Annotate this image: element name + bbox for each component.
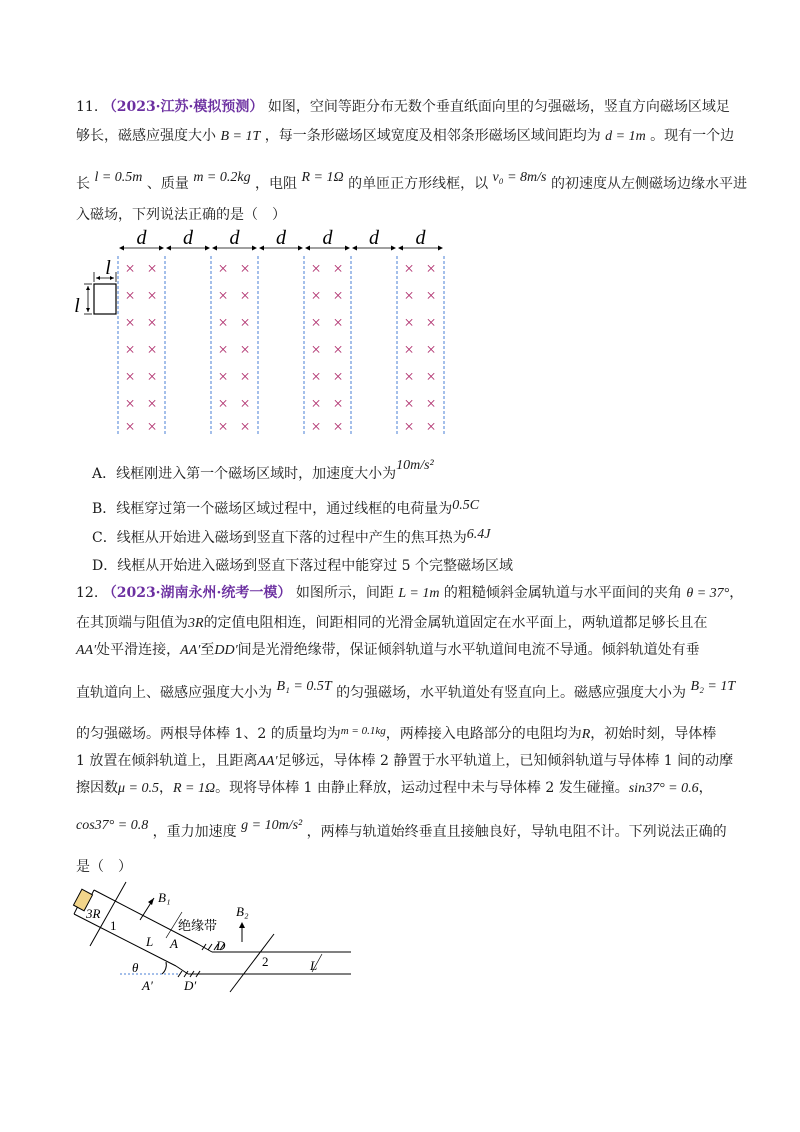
rod1-label: 1 [110,918,117,933]
q11-line-4: 入磁场，下列说法正确的是（ ） [76,207,286,223]
width-label-d: d [183,228,193,249]
field-cross-mark: × [333,417,343,436]
width-label-d: d [369,228,379,249]
field-cross-mark: × [218,367,228,386]
field-cross-mark: × [404,286,414,305]
field-cross-mark: × [125,367,135,386]
q12-number: 12. [76,585,99,601]
width-dimension-arrow [259,228,303,251]
point-A: A [170,936,178,951]
field-cross-mark: × [404,394,414,413]
q11-line-3: 长 l = 0.5m 、质量 m = 0.2kg ，电阻 R = 1Ω 的单匝正方形线框，以 v₀ = 8m/s 的初速度从左侧磁场边缘水平进 [76,170,747,192]
L-label-incline: L [146,934,154,949]
q11-magnetic-field-figure [70,228,460,443]
field-cross-mark: × [218,259,228,278]
field-cross-mark: × [333,286,343,305]
width-dimension-arrow [166,228,210,251]
q11-line-2: 够长，磁感应强度大小 B = 1T ，每一条形磁场区域宽度及相邻条形磁场区域间距均为 d = 1m 。现有一个边 [76,128,735,144]
field-cross-mark: × [240,417,250,436]
loop-side-label-top: l [105,257,111,279]
field-cross-mark: × [125,340,135,359]
field-cross-mark: × [333,313,343,332]
field-cross-mark: × [311,417,321,436]
field-cross-mark: × [125,394,135,413]
point-D: D [216,938,226,953]
field-cross-mark: × [311,394,321,413]
field-cross-mark: × [426,394,436,413]
formula-R: R = 1Ω [301,170,344,185]
field-cross-mark: × [125,417,135,436]
width-dimension-arrow [119,228,164,251]
field-cross-mark: × [404,259,414,278]
b1-label: B₁ [158,890,171,905]
q12-line-5: 的匀强磁场。两根导体棒 1、2 的质量均为$^{m = 0.1kg}$，两棒接入电路部分的电阻均为R，初始时刻，导体棒 [76,725,717,742]
field-cross-mark: × [311,313,321,332]
width-label-d: d [322,228,333,249]
field-cross-mark: × [147,367,157,386]
width-label-d: d [136,228,147,249]
field-cross-mark: × [125,313,135,332]
q11-number: 11. [76,99,99,115]
b2-label: B₂ [236,904,249,919]
field-cross-mark: × [218,417,228,436]
q12-line-6: 1 放置在倾斜轨道上，且距离AA′足够远，导体棒 2 静置于水平轨道上，已知倾斜轨道与导体棒 1 间的动摩 [76,753,734,769]
field-cross-mark: × [426,259,436,278]
L-label-horizontal: L [310,958,318,973]
q12-line-2: 在其顶端与阻值为3R的定值电阻相连，间距相同的光滑金属轨道固定在水平面上，两轨道都足够长且在 [76,615,708,631]
field-cross-mark: × [125,286,135,305]
field-cross-mark: × [333,259,343,278]
point-D-prime: D′ [184,978,197,993]
q11-option-a[interactable]: A．线框刚进入第一个磁场区域时，加速度大小为10m/s² [92,458,434,482]
field-cross-mark: × [404,313,414,332]
q12-source: （2023·湖南永州·统考一模） [102,585,292,601]
field-cross-mark: × [240,313,250,332]
q12-rail-figure [66,880,366,1000]
formula-m: m = 0.2kg [193,170,251,185]
q12-line-4: 直轨道向上、磁感应强度大小为 B₁ = 0.5T 的匀强磁场，水平轨道处有竖直向上。磁感应强度大小为 B₂ = 1T [76,679,736,701]
square-loop [94,284,116,314]
q12-line-3: AA′处平滑连接，AA′至DD′间是光滑绝缘带，保证倾斜轨道与水平轨道间电流不导通。倾斜轨道处有垂 [76,642,700,658]
field-cross-mark: × [404,417,414,436]
width-dimensions [119,228,443,251]
field-cross-mark: × [147,259,157,278]
q11-option-d[interactable]: D．线框从开始进入磁场到竖直下落过程中能穿过 5 个完整磁场区域 [92,558,514,574]
field-cross-mark: × [311,286,321,305]
field-cross-mark: × [426,367,436,386]
field-cross-mark: × [240,286,250,305]
width-dimension-arrow [352,228,396,251]
field-cross-mark: × [333,340,343,359]
theta-label: θ [132,960,139,975]
resistor-label: 3R [86,906,101,921]
field-cross-mark: × [426,313,436,332]
width-dimension-arrow [212,228,257,251]
q12-line-8: cos37° = 0.8 ，重力加速度 g = 10m/s² ，两棒与轨道始终垂直且接触良好，导轨电阻不计。下列说法正确的 [76,818,727,840]
field-cross-mark: × [240,367,250,386]
width-label-d: d [276,228,286,249]
field-cross-mark: × [240,394,250,413]
q11-line-1: 11. （2023·江苏·模拟预测） 如图，空间等距分布无数个垂直纸面向里的匀强磁场，竖直方向磁场区域足 [76,99,730,115]
field-cross-mark: × [311,367,321,386]
field-cross-mark: × [426,417,436,436]
q12-line-1: 12. （2023·湖南永州·统考一模） 如图所示，间距 L = 1m 的粗糙倾斜金属轨道与水平面间的夹角 θ = 37°， [76,585,744,601]
field-cross-mark: × [218,340,228,359]
field-cross-mark: × [218,286,228,305]
field-cross-mark: × [147,394,157,413]
width-label-d: d [415,228,426,249]
q11-option-c[interactable]: C．线框从开始进入磁场到竖直下落的过程中产生的焦耳热为6.4J [92,527,491,546]
field-cross-mark: × [240,259,250,278]
field-boundaries [118,256,444,434]
formula-v0: v₀ = 8m/s [492,170,547,185]
q12-line-9: 是（ ） [76,859,132,875]
width-label-d: d [229,228,240,249]
q11-option-b[interactable]: B．线框穿过第一个磁场区域过程中，通过线框的电荷量为0.5C [92,498,480,517]
formula-l: l = 0.5m [94,170,143,185]
width-dimension-arrow [305,228,350,251]
field-cross-mark: × [311,340,321,359]
field-cross-mark: × [147,417,157,436]
field-cross-mark: × [311,259,321,278]
field-cross-mark: × [426,286,436,305]
width-dimension-arrow [398,228,443,251]
q11-source: （2023·江苏·模拟预测） [102,99,264,115]
field-cross-mark: × [404,340,414,359]
rod2-label: 2 [262,954,269,969]
q12-line-7: 擦因数μ = 0.5，R = 1Ω。现将导体棒 1 由静止释放，运动过程中未与导体棒 2 发生碰撞。sin37° = 0.6， [76,780,713,796]
field-cross-mark: × [426,340,436,359]
field-cross-mark: × [404,367,414,386]
field-cross-mark: × [240,340,250,359]
loop-side-label-left: l [74,295,80,317]
field-cross-mark: × [218,313,228,332]
point-A-prime: A′ [142,978,153,993]
field-cross-mark: × [333,367,343,386]
formula-d: d = 1m [605,129,646,144]
field-crosses [125,259,436,436]
field-cross-mark: × [125,259,135,278]
field-cross-mark: × [147,313,157,332]
formula-B: B = 1T [220,129,261,144]
insulation-label: 绝缘带 [178,918,218,933]
field-cross-mark: × [147,340,157,359]
field-cross-mark: × [147,286,157,305]
field-cross-mark: × [218,394,228,413]
field-cross-mark: × [333,394,343,413]
